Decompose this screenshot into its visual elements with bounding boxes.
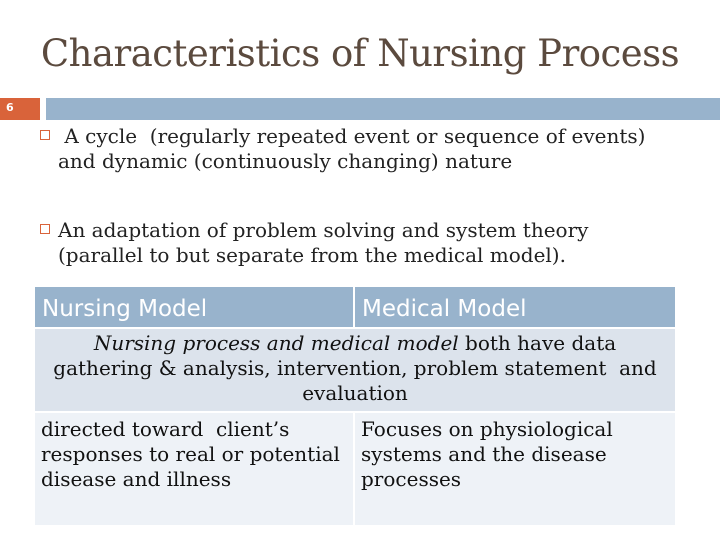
bullet-text — [58, 218, 698, 268]
square-bullet-icon — [40, 224, 50, 234]
table-row-shared — [35, 329, 675, 411]
bullet-line: A cycle (regularly repeated event or sequence of events) — [58, 124, 646, 148]
bullet-line: and dynamic (continuously changing) nature — [58, 149, 513, 173]
shared-row-italic: Nursing process and medical model — [93, 331, 459, 355]
shared-row-line: evaluation — [302, 381, 408, 405]
square-bullet-icon — [40, 130, 50, 140]
shared-row-line: gathering & analysis, intervention, problem statement and — [53, 356, 657, 380]
cell-line: responses to real or potential — [41, 442, 340, 466]
bullet-line: (parallel to but separate from the medical model). — [58, 243, 566, 267]
cell-line: disease and illness — [41, 467, 232, 491]
table-header-nursing-model: Nursing Model — [35, 287, 353, 327]
bullet-line: An adaptation of problem solving and system theory — [58, 218, 589, 242]
slide-number: 6 — [6, 101, 14, 114]
slide-title: Characteristics of Nursing Process — [40, 32, 680, 75]
header-accent-bar — [46, 98, 720, 120]
shared-row-rest: both have data — [458, 331, 617, 355]
table-cell-medical — [355, 413, 675, 525]
table-header-medical-model: Medical Model — [355, 287, 675, 327]
cell-line: processes — [361, 467, 462, 491]
shared-row-line — [35, 331, 675, 356]
table-cell-nursing — [35, 413, 353, 525]
cell-line: directed toward client’s — [41, 417, 290, 441]
cell-line: Focuses on physiological — [361, 417, 613, 441]
cell-line: systems and the disease — [361, 442, 607, 466]
bullet-text — [58, 124, 698, 174]
